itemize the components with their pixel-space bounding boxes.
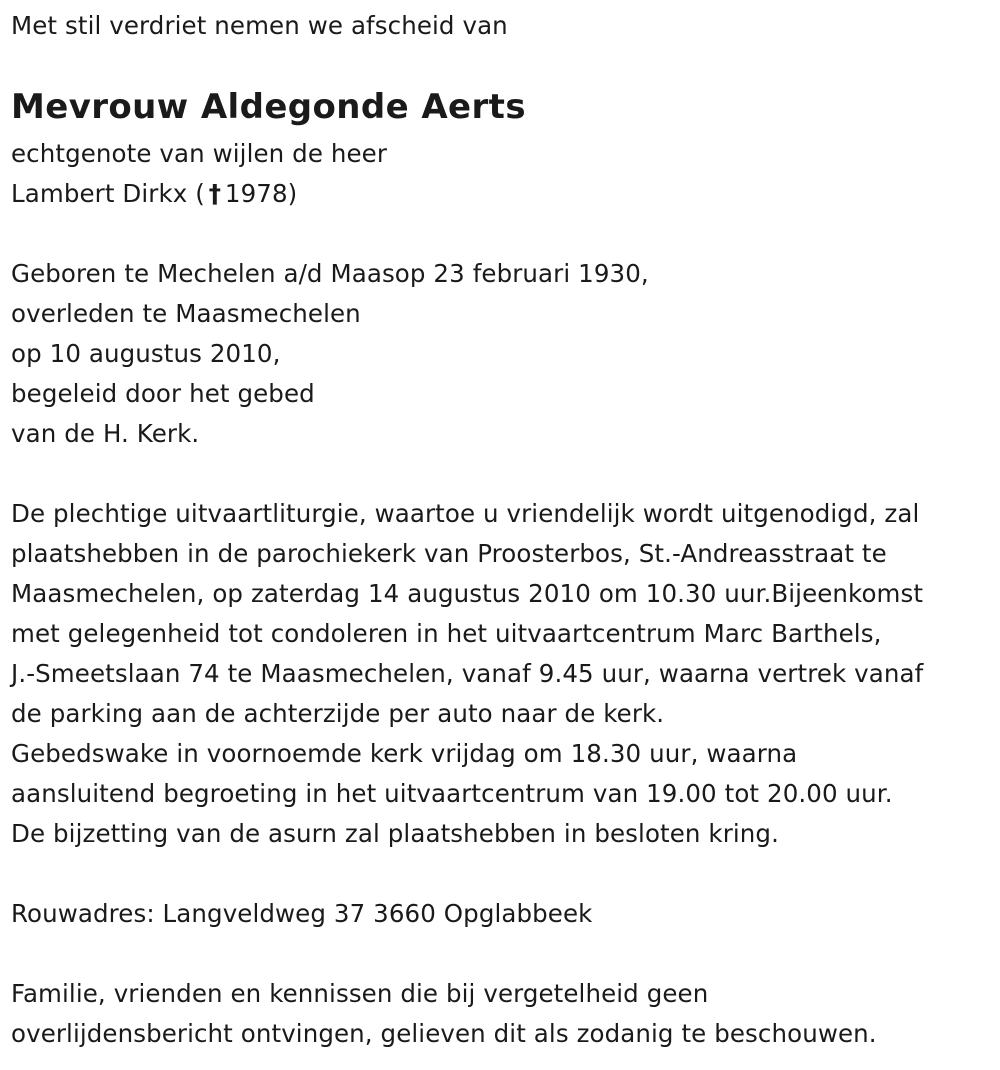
- liturgy-line: Gebedswake in voornoemde kerk vrijdag om 18.30 uur, waarna: [11, 739, 798, 768]
- mourning-address: Rouwadres: Langveldweg 37 3660 Opglabbeek: [11, 899, 593, 928]
- birth-death-line: op 10 augustus 2010,: [11, 339, 281, 368]
- birth-death-line: overleden te Maasmechelen: [11, 299, 361, 328]
- spouse-death-year: 1978): [224, 179, 298, 208]
- family-notice-section: [11, 974, 877, 1054]
- liturgy-line: De bijzetting van de asurn zal plaatshebben in besloten kring.: [11, 819, 779, 848]
- mourning-address-section: [11, 894, 592, 934]
- liturgy-line: aansluitend begroeting in het uitvaartcentrum van 19.00 tot 20.00 uur.: [11, 779, 893, 808]
- liturgy-line: plaatshebben in de parochiekerk van Proosterbos, St.-Andreasstraat te: [11, 539, 887, 568]
- family-notice-line: Familie, vrienden en kennissen die bij vergetelheid geen: [11, 979, 709, 1008]
- liturgy-line: De plechtige uitvaartliturgie, waartoe u vriendelijk wordt uitgenodigd, zal: [11, 499, 920, 528]
- family-notice-line: overlijdensbericht ontvingen, gelieven dit als zodanig te beschouwen.: [11, 1019, 877, 1048]
- birth-death-line: van de H. Kerk.: [11, 419, 200, 448]
- liturgy-line: met gelegenheid tot condoleren in het uitvaartcentrum Marc Barthels,: [11, 619, 882, 648]
- liturgy-line: J.-Smeetslaan 74 te Maasmechelen, vanaf 9.45 uur, waarna vertrek vanaf: [11, 659, 924, 688]
- birth-death-line: Geboren te Mechelen a/d Maasop 23 februari 1930,: [11, 259, 649, 288]
- liturgy-line: Maasmechelen, op zaterdag 14 augustus 2010 om 10.30 uur.Bijeenkomst: [11, 579, 924, 608]
- liturgy-line: de parking aan de achterzijde per auto naar de kerk.: [11, 699, 665, 728]
- birth-death-line: begeleid door het gebed: [11, 379, 315, 408]
- spouse-line-2: [11, 174, 387, 214]
- spouse-section: [11, 134, 387, 214]
- spouse-line-1: echtgenote van wijlen de heer: [11, 139, 388, 168]
- intro-text: Met stil verdriet nemen we afscheid van: [11, 11, 508, 40]
- liturgy-section: [11, 494, 923, 854]
- deceased-name: Mevrouw Aldegonde Aerts: [11, 87, 526, 127]
- cross-icon: †: [208, 179, 222, 208]
- spouse-name: Lambert Dirkx (: [11, 179, 205, 208]
- birth-death-section: [11, 254, 649, 454]
